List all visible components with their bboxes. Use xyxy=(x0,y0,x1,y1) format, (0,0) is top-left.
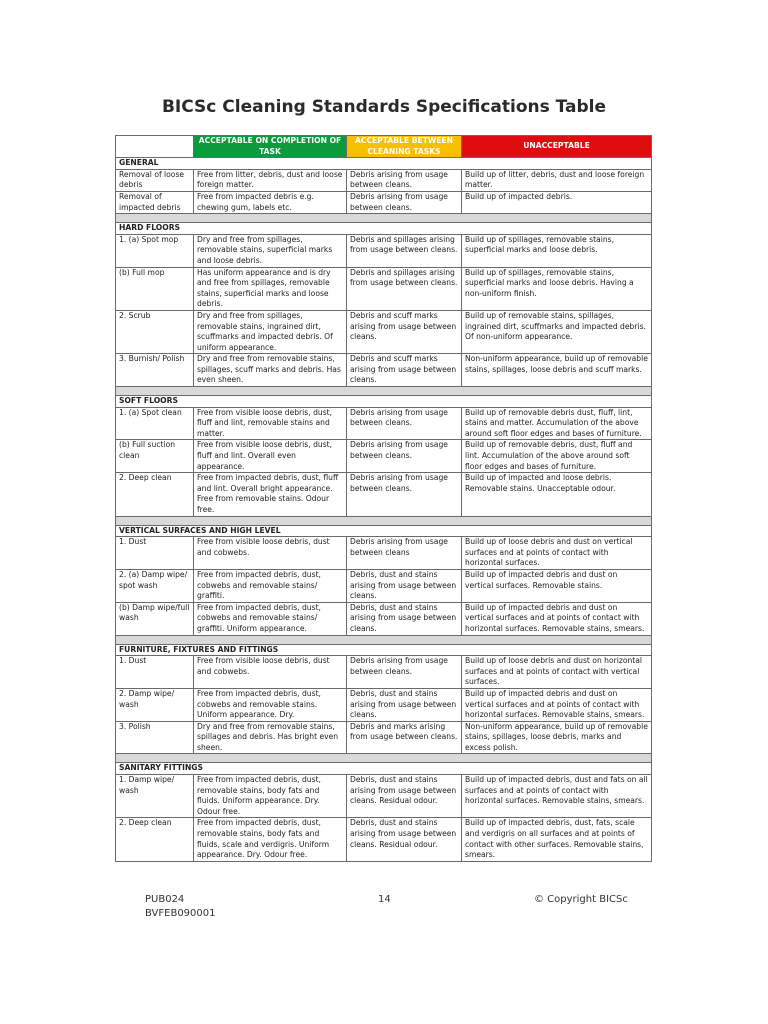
row-unacceptable: Build up of loose debris and dust on horizontal surfaces and at points of contact with vertical surfaces. xyxy=(462,656,652,689)
table-row xyxy=(116,721,652,754)
row-between: Debris, dust and stains arising from usage between cleans. Residual odour. xyxy=(347,818,462,861)
table-row xyxy=(116,169,652,191)
row-item: 1. (a) Spot mop xyxy=(116,234,194,267)
section-separator xyxy=(116,754,652,763)
row-between: Debris arising from usage between cleans. xyxy=(347,407,462,440)
row-item: 1. (a) Spot clean xyxy=(116,407,194,440)
row-item: (b) Damp wipe/full wash xyxy=(116,602,194,635)
section-heading: FURNITURE, FIXTURES AND FITTINGS xyxy=(116,644,652,656)
table-body xyxy=(116,158,652,862)
row-unacceptable: Build up of impacted debris, dust and fats on all surfaces and at points of contact with horizontal surfaces. Removable stains, smears. xyxy=(462,775,652,818)
section-heading: SANITARY FITTINGS xyxy=(116,763,652,775)
row-between: Debris and scuff marks arising from usage between cleans. xyxy=(347,310,462,353)
row-unacceptable: Build up of impacted debris. xyxy=(462,191,652,213)
row-between: Debris, dust and stains arising from usage between cleans. xyxy=(347,569,462,602)
header-acceptable: ACCEPTABLE ON COMPLETION OF TASK xyxy=(194,136,347,158)
section-separator xyxy=(116,387,652,396)
row-unacceptable: Build up of removable debris dust, fluff, lint, stains and matter. Accumulation of the above around soft floor edges and bases of furniture. xyxy=(462,407,652,440)
section-heading-row xyxy=(116,644,652,656)
row-between: Debris, dust and stains arising from usage between cleans. xyxy=(347,688,462,721)
section-heading: HARD FLOORS xyxy=(116,223,652,235)
row-acceptable: Dry and free from removable stains, spillages and debris. Has bright even sheen. xyxy=(194,721,347,754)
row-item: 2. Deep clean xyxy=(116,473,194,516)
table-header-row xyxy=(116,136,652,158)
row-item: 3. Burnish/ Polish xyxy=(116,354,194,387)
row-between: Debris arising from usage between cleans. xyxy=(347,656,462,689)
row-between: Debris, dust and stains arising from usage between cleans. Residual odour. xyxy=(347,775,462,818)
row-item: 1. Damp wipe/ wash xyxy=(116,775,194,818)
section-heading-row xyxy=(116,396,652,408)
section-heading: VERTICAL SURFACES AND HIGH LEVEL xyxy=(116,525,652,537)
footer-copyright: © Copyright BICSc xyxy=(534,894,628,905)
separator-cell xyxy=(116,635,652,644)
footer-page-number: 14 xyxy=(378,894,391,905)
footer-code: PUB024 xyxy=(145,894,185,905)
table-row xyxy=(116,537,652,570)
header-unacceptable: UNACCEPTABLE xyxy=(462,136,652,158)
table-row xyxy=(116,775,652,818)
row-unacceptable: Build up of impacted debris, dust, fats, scale and verdigris on all surfaces and at points of contact with other surfaces. Removable stains, smears. xyxy=(462,818,652,861)
table-row xyxy=(116,569,652,602)
footer-ref: BVFEB090001 xyxy=(145,908,216,919)
row-between: Debris arising from usage between cleans. xyxy=(347,440,462,473)
section-separator xyxy=(116,516,652,525)
table-row xyxy=(116,440,652,473)
row-item: (b) Full mop xyxy=(116,267,194,310)
row-unacceptable: Build up of impacted debris and dust on vertical surfaces and at points of contact with horizontal surfaces. Removable stains, smears. xyxy=(462,602,652,635)
row-acceptable: Free from visible loose debris, dust and cobwebs. xyxy=(194,537,347,570)
row-acceptable: Free from impacted debris, dust, removable stains, body fats and fluids, scale and verdigris. Uniform appearance. Dry. Odour free. xyxy=(194,818,347,861)
table-row xyxy=(116,818,652,861)
row-item: 2. Scrub xyxy=(116,310,194,353)
row-between: Debris and marks arising from usage between cleans. xyxy=(347,721,462,754)
row-item: 2. (a) Damp wipe/ spot wash xyxy=(116,569,194,602)
page-title: BICSc Cleaning Standards Specifications Table xyxy=(161,97,607,117)
footer-left xyxy=(145,893,216,921)
row-between: Debris and scuff marks arising from usage between cleans. xyxy=(347,354,462,387)
table-row xyxy=(116,354,652,387)
row-acceptable: Free from impacted debris, dust, fluff and lint. Overall bright appearance. Free from removable stains. Odour free. xyxy=(194,473,347,516)
separator-cell xyxy=(116,516,652,525)
header-blank-cell xyxy=(116,136,194,158)
row-acceptable: Free from impacted debris, dust, cobwebs and removable stains/ graffiti. Uniform appearance. xyxy=(194,602,347,635)
row-acceptable: Free from visible loose debris, dust, fluff and lint. Overall even appearance. xyxy=(194,440,347,473)
row-acceptable: Free from impacted debris, dust, cobwebs and removable stains. Uniform appearance. Dry. xyxy=(194,688,347,721)
row-between: Debris arising from usage between cleans. xyxy=(347,169,462,191)
table-row xyxy=(116,656,652,689)
row-item: 2. Damp wipe/ wash xyxy=(116,688,194,721)
separator-cell xyxy=(116,754,652,763)
row-unacceptable: Build up of impacted and loose debris. Removable stains. Unacceptable odour. xyxy=(462,473,652,516)
row-between: Debris arising from usage between cleans. xyxy=(347,473,462,516)
table-row xyxy=(116,267,652,310)
row-unacceptable: Build up of litter, debris, dust and loose foreign matter. xyxy=(462,169,652,191)
row-acceptable: Free from impacted debris, dust, removable stains, body fats and fluids. Uniform appearance. Dry. Odour free. xyxy=(194,775,347,818)
section-heading-row xyxy=(116,158,652,170)
row-unacceptable: Build up of impacted debris and dust on vertical surfaces. Removable stains. xyxy=(462,569,652,602)
section-heading: SOFT FLOORS xyxy=(116,396,652,408)
row-unacceptable: Non-uniform appearance, build up of removable stains, spillages, loose debris, marks and excess polish. xyxy=(462,721,652,754)
row-item: Removal of impacted debris xyxy=(116,191,194,213)
row-between: Debris arising from usage between cleans. xyxy=(347,191,462,213)
row-acceptable: Free from litter, debris, dust and loose foreign matter. xyxy=(194,169,347,191)
section-heading-row xyxy=(116,223,652,235)
row-unacceptable: Non-uniform appearance, build up of removable stains, spillages, loose debris and scuff marks. xyxy=(462,354,652,387)
table-row xyxy=(116,234,652,267)
section-separator xyxy=(116,214,652,223)
row-unacceptable: Build up of removable debris, dust, fluff and lint. Accumulation of the above around soft floor edges and bases of furniture. xyxy=(462,440,652,473)
row-acceptable: Free from impacted debris e.g. chewing gum, labels etc. xyxy=(194,191,347,213)
row-acceptable: Dry and free from spillages, removable stains, ingrained dirt, scuffmarks and impacted debris. Of uniform appearance. xyxy=(194,310,347,353)
row-acceptable: Dry and free from spillages, removable stains, superficial marks and loose debris. xyxy=(194,234,347,267)
row-item: 1. Dust xyxy=(116,656,194,689)
section-heading: GENERAL xyxy=(116,158,652,170)
row-acceptable: Free from impacted debris, dust, cobwebs and removable stains/ graffiti. xyxy=(194,569,347,602)
section-separator xyxy=(116,635,652,644)
table-row xyxy=(116,473,652,516)
row-between: Debris arising from usage between cleans xyxy=(347,537,462,570)
table-row xyxy=(116,688,652,721)
row-unacceptable: Build up of loose debris and dust on vertical surfaces and at points of contact with horizontal surfaces. xyxy=(462,537,652,570)
row-item: 1. Dust xyxy=(116,537,194,570)
separator-cell xyxy=(116,214,652,223)
row-acceptable: Has uniform appearance and is dry and free from spillages, removable stains, superficial marks and loose debris. xyxy=(194,267,347,310)
section-heading-row xyxy=(116,525,652,537)
row-unacceptable: Build up of spillages, removable stains, superficial marks and loose debris. Having a non-uniform finish. xyxy=(462,267,652,310)
table-row xyxy=(116,407,652,440)
table-row xyxy=(116,602,652,635)
row-item: (b) Full suction clean xyxy=(116,440,194,473)
row-unacceptable: Build up of impacted debris and dust on vertical surfaces and at points of contact with horizontal surfaces. Removable stains, smears. xyxy=(462,688,652,721)
row-unacceptable: Build up of removable stains, spillages, ingrained dirt, scuffmarks and impacted debris. Of non-uniform appearance. xyxy=(462,310,652,353)
table-row xyxy=(116,191,652,213)
row-between: Debris and spillages arising from usage between cleans. xyxy=(347,267,462,310)
row-acceptable: Free from visible loose debris, dust, fluff and lint, removable stains and matter. xyxy=(194,407,347,440)
table-row xyxy=(116,310,652,353)
row-between: Debris and spillages arising from usage between cleans. xyxy=(347,234,462,267)
row-acceptable: Free from visible loose debris, dust and cobwebs. xyxy=(194,656,347,689)
section-heading-row xyxy=(116,763,652,775)
row-acceptable: Dry and free from removable stains, spillages, scuff marks and debris. Has even sheen. xyxy=(194,354,347,387)
row-item: 3. Polish xyxy=(116,721,194,754)
row-item: 2. Deep clean xyxy=(116,818,194,861)
specifications-table xyxy=(115,135,652,862)
row-unacceptable: Build up of spillages, removable stains, superficial marks and loose debris. xyxy=(462,234,652,267)
header-between: ACCEPTABLE BETWEEN CLEANING TASKS xyxy=(347,136,462,158)
row-item: Removal of loose debris xyxy=(116,169,194,191)
separator-cell xyxy=(116,387,652,396)
row-between: Debris, dust and stains arising from usage between cleans. xyxy=(347,602,462,635)
